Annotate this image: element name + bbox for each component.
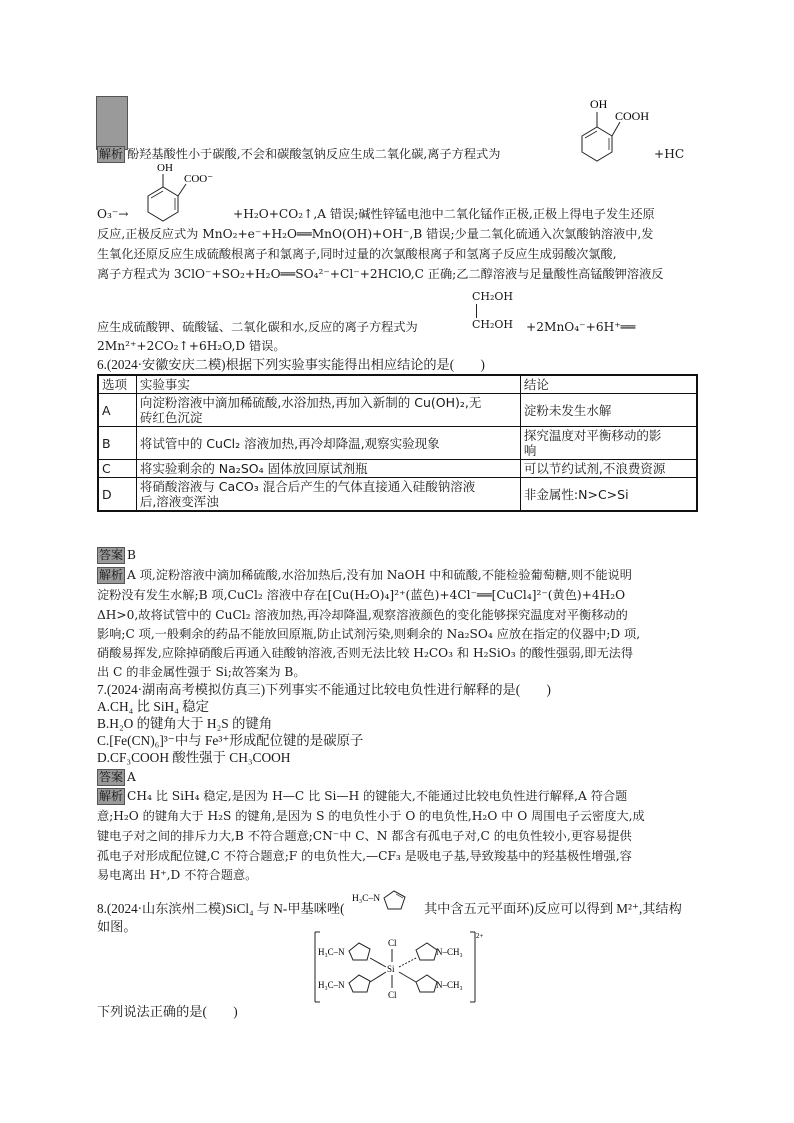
jiexi-line-2-pre: O₃⁻→ <box>97 207 129 221</box>
q7-title: 7.(2024·湖南高考模拟仿真三)下列事实不能通过比较电负性进行解释的是( ) <box>97 682 551 697</box>
q6-jiexi-1: 解析 A 项,淀粉溶液中滴加稀硫酸,水浴加热后,没有加 NaOH 中和硫酸,不能检验葡萄糖,则不能说明 <box>99 568 632 582</box>
table-cell-fact: 向淀粉溶液中滴加稀硫酸,水浴加热,再加入新制的 Cu(OH)₂,无 砖红色沉淀 <box>136 394 520 427</box>
table-cell-conclusion: 非金属性:N>C>Si <box>520 478 697 512</box>
table-header-option: 选项 <box>98 375 136 394</box>
table-cell-option: C <box>98 460 136 478</box>
jiexi-label: 解析 <box>99 568 124 582</box>
q8-title-line-2: 如图。 <box>97 919 137 934</box>
salicylic-acid-structure <box>560 92 660 164</box>
n-ch3-top-right: N–CH₃ <box>436 947 463 957</box>
charge-text: 2+ <box>476 932 484 940</box>
table-cell-fact: 将试管中的 CuCl₂ 溶液加热,再冷却降温,观察实验现象 <box>136 427 520 460</box>
oh-text-2: OH <box>157 162 173 174</box>
table-cell-option: D <box>98 478 136 512</box>
q8-question: 下列说法正确的是( ) <box>97 1004 238 1019</box>
cooh-text: COOH <box>615 109 650 123</box>
q7-jiexi-5: 易电离出 H⁺,D 不符合题意。 <box>97 868 258 882</box>
q7-jiexi-1: 解析 CH₄ 比 SiH₄ 稳定,是因为 H—C 比 Si—H 的键能大,不能通过比较电负性进行解释,A 符合题 <box>99 789 628 803</box>
jiexi-line-6-end: +2MnO₄⁻+6H⁺══ <box>526 320 636 334</box>
jiexi-label: 解析 <box>99 789 124 803</box>
q7-jiexi-3: 键电子对之间的排斥力大,B 不符合题意;CN⁻中 C、N 都含有孤电子对,C 的电负性较小,更容易提供 <box>97 829 632 843</box>
table-cell-fact: 将硝酸溶液与 CaCO₃ 混合后产生的气体直接通入硅酸钠溶液 后,溶液变浑浊 <box>136 478 520 512</box>
margin-bar <box>96 96 128 150</box>
q7-option-a: A.CH₄ 比 SiH₄ 稳定 <box>97 699 210 714</box>
q8-title-post: 其中含五元平面环)反应可以得到 M²⁺,其结构 <box>424 901 682 916</box>
cl-top-text: Cl <box>388 938 397 948</box>
jiexi-line-5: 离子方程式为 3ClO⁻+SO₂+H₂O══SO₄²⁻+Cl⁻+2HClO,C 正确;乙二醇溶液与足量酸性高锰酸钾溶液反 <box>97 267 664 281</box>
jiexi-line-1-end: +HC <box>654 147 685 161</box>
si-text: Si <box>387 964 395 974</box>
table-cell-fact: 将实验剩余的 Na₂SO₄ 固体放回原试剂瓶 <box>136 460 520 478</box>
table-cell-option: A <box>98 394 136 427</box>
h3c-n-text: H₃C–N <box>352 894 381 904</box>
table-row <box>98 478 697 512</box>
table-row <box>98 427 697 460</box>
h3c-n-top-left: H₃C–N <box>318 947 345 957</box>
table-header-fact: 实验事实 <box>136 375 520 394</box>
q6-jiexi-2: 淀粉没有发生水解;B 项,CuCl₂ 溶液中存在[Cu(H₂O)₄]²⁺(蓝色)+4Cl⁻══[CuCl₄]²⁻(黄色)+4H₂O <box>97 588 626 602</box>
answer-label: 答案 <box>99 770 124 784</box>
table-header-row <box>98 375 697 394</box>
q7-option-c: C.[Fe(CN)₆]³⁻中与 Fe³⁺形成配位键的是碳原子 <box>97 733 364 748</box>
q6-answer: 答案 B <box>99 548 136 562</box>
n-methylimidazole-structure <box>350 880 420 922</box>
jiexi-line-3: 反应,正极反应式为 MnO₂+e⁻+H₂O══MnO(OH)+OH⁻,B 错误;少量二氧化硫通入次氯酸钠溶液中,发 <box>97 227 654 241</box>
q7-jiexi-2: 意;H₂O 的键角大于 H₂S 的键角,是因为 S 的电负性小于 O 的电负性,H₂O 中 O 周围电子云密度大,成 <box>97 809 645 823</box>
ethylene-glycol-bottom: CH₂OH <box>472 318 514 331</box>
n-ch3-bottom-right: N–CH₃ <box>436 980 463 990</box>
q6-title: 6.(2024·安徽安庆二模)根据下列实验事实能得出相应结论的是( ) <box>97 357 485 372</box>
jiexi-line-4: 生氧化还原反应生成硫酸根离子和氯离子,同时过量的次氯酸根离子和氢离子反应生成弱酸次氯酸, <box>97 247 617 261</box>
salicylate-structure <box>126 160 236 226</box>
q6-jiexi-6: 出 C 的非金属性强于 Si;故答案为 B。 <box>97 665 306 679</box>
jiexi-line-2: +H₂O+CO₂↑,A 错误;碱性锌锰电池中二氧化锰作正极,正极上得电子发生还原 <box>233 207 655 221</box>
table-cell-conclusion: 淀粉未发生水解 <box>520 394 697 427</box>
coo-text: COO⁻ <box>184 173 214 185</box>
q6-jiexi-4: 影响;C 项,一般剩余的药品不能放回原瓶,防止试剂污染,则剩余的 Na₂SO₄ 应放在指定的仪器中;D 项, <box>97 627 641 641</box>
q6-jiexi-5: 硝酸易挥发,应除掉硝酸后再通入硅酸钠溶液,否则无法比较 H₂CO₃ 和 H₂SiO₃ 的酸性强弱,即无法得 <box>97 646 634 660</box>
oh-text: OH <box>590 97 608 111</box>
jiexi-label: 解析 <box>99 147 124 161</box>
cl-bottom-text: Cl <box>388 990 397 1000</box>
q7-option-b: B.H₂O 的键角大于 H₂S 的键角 <box>97 716 273 731</box>
table-header-conclusion: 结论 <box>520 375 697 394</box>
jiexi-line-7: 2Mn²⁺+2CO₂↑+6H₂O,D 错误。 <box>97 339 286 353</box>
q7-answer: 答案 A <box>99 770 136 784</box>
answer-label: 答案 <box>99 548 124 562</box>
q6-experiment-table <box>97 374 698 512</box>
ethylene-glycol-bond <box>476 304 477 318</box>
jiexi-line-1: 解析 酚羟基酸性小于碳酸,不会和碳酸氢钠反应生成二氧化碳,离子方程式为 <box>99 147 501 161</box>
q6-jiexi-3: ΔH>0,故将试管中的 CuCl₂ 溶液加热,再冷却降温,观察溶液颜色的变化能够探究温度对平衡移动的 <box>97 608 628 622</box>
ethylene-glycol-top: CH₂OH <box>472 290 514 303</box>
q7-option-d: D.CF₃COOH 酸性强于 CH₃COOH <box>97 750 291 765</box>
table-cell-option: B <box>98 427 136 460</box>
m2-complex-structure <box>310 928 490 1008</box>
h3c-n-bottom-left: H₃C–N <box>318 980 345 990</box>
q7-jiexi-4: 孤电子对形成配位键,C 不符合题意;F 的电负性大,—CF₃ 是吸电子基,导致羧基中的羟基极性增强,容 <box>97 849 632 863</box>
table-cell-conclusion: 可以节约试剂,不浪费资源 <box>520 460 697 478</box>
table-row <box>98 460 697 478</box>
jiexi-line-6: 应生成硫酸钾、硫酸锰、二氧化碳和水,反应的离子方程式为 <box>97 320 418 334</box>
q8-title-pre: 8.(2024·山东滨州二模)SiCl₄ 与 N-甲基咪唑( <box>97 901 345 916</box>
table-cell-conclusion: 探究温度对平衡移动的影 响 <box>520 427 697 460</box>
table-row <box>98 394 697 427</box>
